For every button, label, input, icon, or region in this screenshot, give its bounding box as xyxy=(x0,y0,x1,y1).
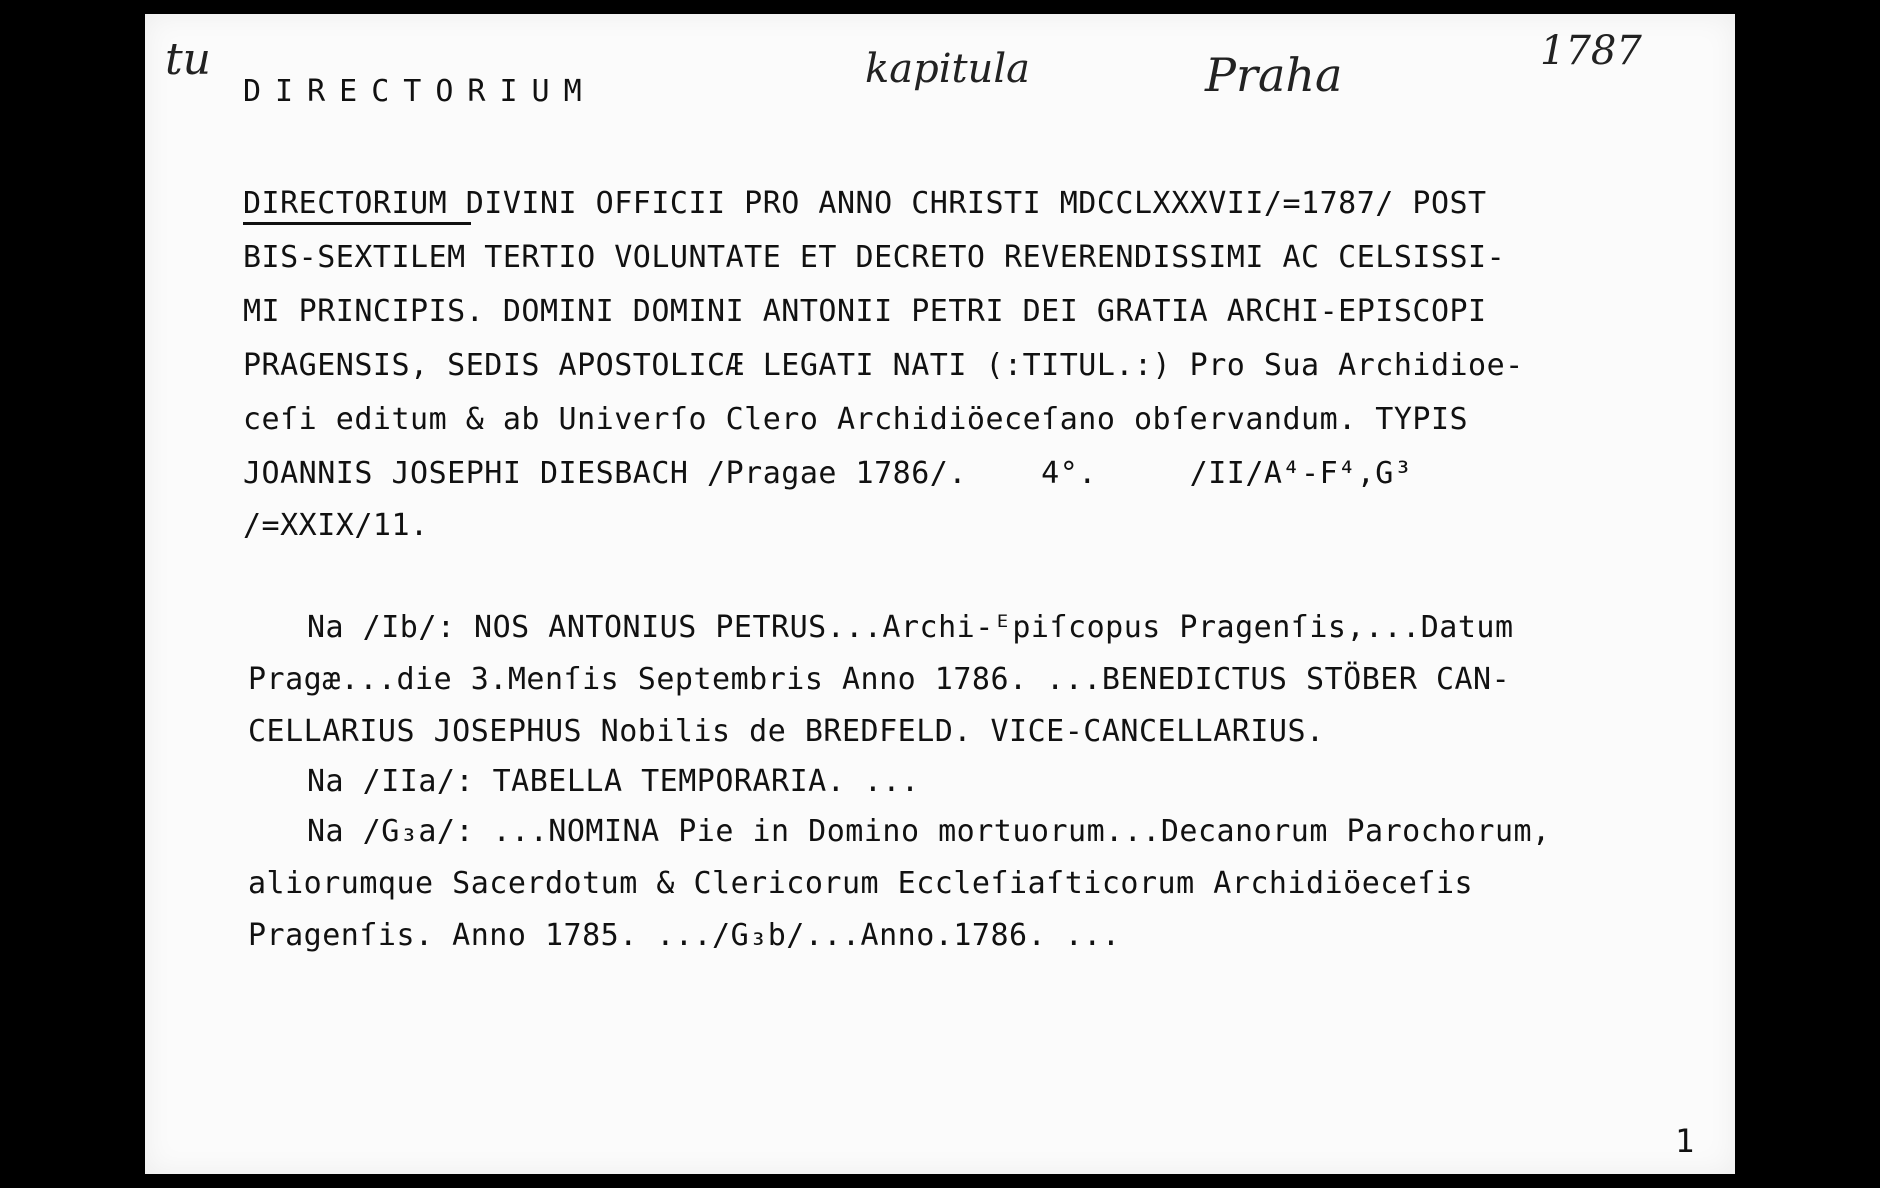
entry-line: DIRECTORIUM DIVINI OFFICII PRO ANNO CHRISTI MDCCLXXXVII/=1787/ POST xyxy=(243,186,1487,221)
handwritten-city: Praha xyxy=(1205,48,1343,102)
note-line: CELLARIUS JOSEPHUS Nobilis de BREDFELD. VICE-CANCELLARIUS. xyxy=(248,714,1325,749)
entry-line: PRAGENSIS, SEDIS APOSTOLICÆ LEGATI NATI (:TITUL.:) Pro Sua Archidioe- xyxy=(243,348,1524,383)
entry-line: JOANNIS JOSEPHI DIESBACH /Pragae 1786/. 4°. /II/A⁴-F⁴,G³ xyxy=(243,456,1413,491)
handwritten-mark: tu xyxy=(165,34,212,85)
handwritten-year: 1787 xyxy=(1540,28,1642,74)
catalog-card xyxy=(145,14,1735,1174)
entry-line: /=XXIX/11. xyxy=(243,508,429,543)
note-line: Na /Ib/: NOS ANTONIUS PETRUS...Archi-ᴱpiſcopus Pragenſis,...Datum xyxy=(307,610,1514,645)
note-line: aliorumque Sacerdotum & Clericorum Eccleſiaſticorum Archidiöeceſis xyxy=(248,866,1474,901)
note-line: Na /G₃a/: ...NOMINA Pie in Domino mortuorum...Decanorum Parochorum, xyxy=(307,814,1551,849)
card-heading: DIRECTORIUM xyxy=(243,74,596,109)
note-line: Pragæ...die 3.Menſis Septembris Anno 1786. ...BENEDICTUS STÖBER CAN- xyxy=(248,662,1511,697)
page-number: 1 xyxy=(1675,1122,1695,1160)
entry-line: BIS-SEXTILEM TERTIO VOLUNTATE ET DECRETO REVERENDISSIMI AC CELSISSI- xyxy=(243,240,1506,275)
title-underline xyxy=(243,222,471,225)
entry-line: ceſi editum & ab Univerſo Clero Archidiöeceſano obſervandum. TYPIS xyxy=(243,402,1469,437)
handwritten-note: kapitula xyxy=(865,46,1030,92)
entry-line: MI PRINCIPIS. DOMINI DOMINI ANTONII PETRI DEI GRATIA ARCHI-EPISCOPI xyxy=(243,294,1487,329)
note-line: Na /IIa/: TABELLA TEMPORARIA. ... xyxy=(307,764,920,799)
note-line: Pragenſis. Anno 1785. .../G₃b/...Anno.1786. ... xyxy=(248,918,1121,953)
